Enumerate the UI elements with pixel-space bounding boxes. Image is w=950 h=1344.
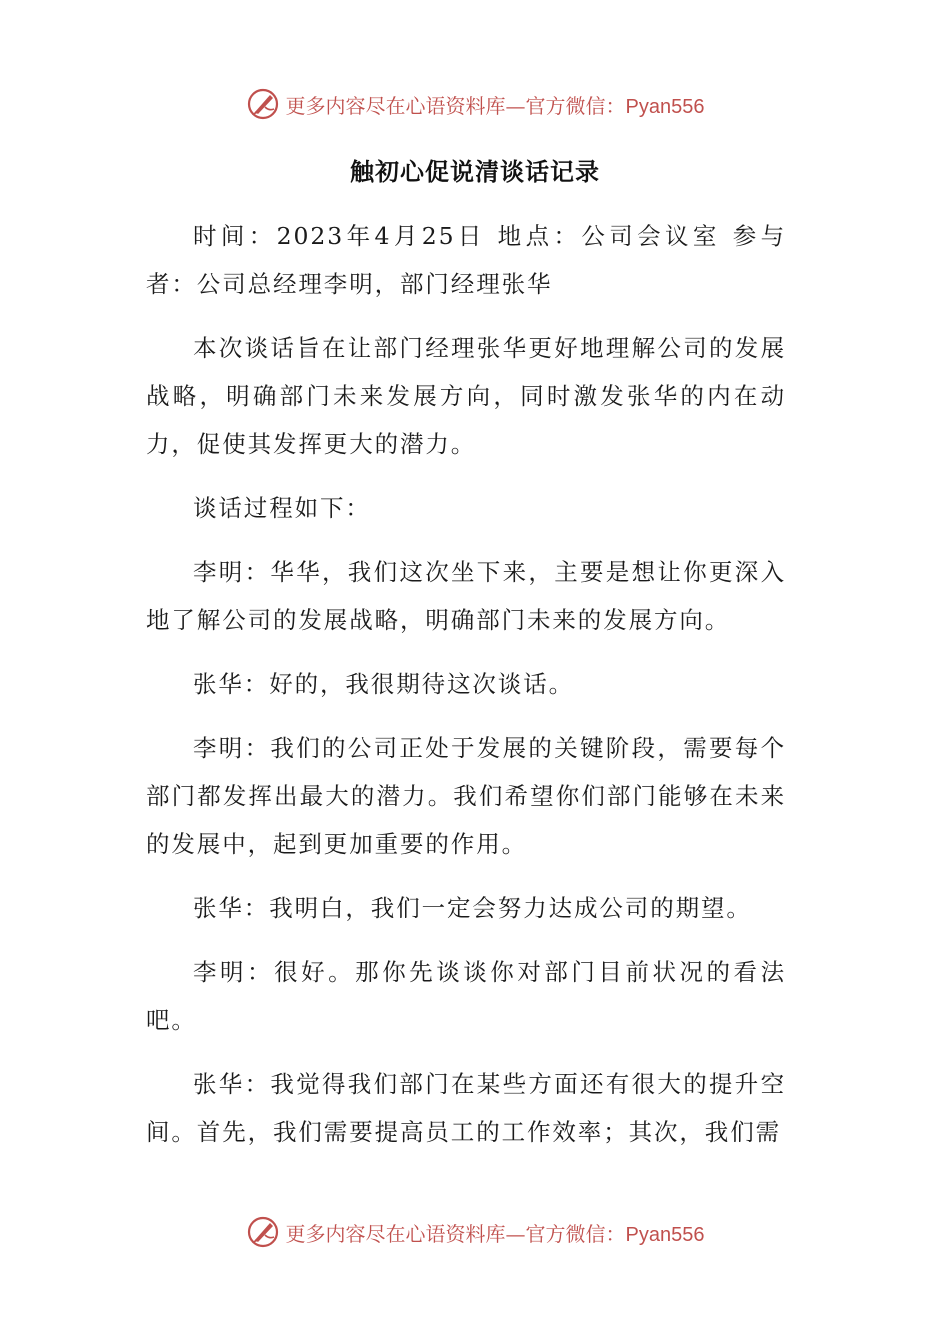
paragraph-dialogue: 张华：我觉得我们部门在某些方面还有很大的提升空间。首先，我们需要提高员工的工作效率；其次，我们需 bbox=[146, 1070, 786, 1146]
banner-wechat-id: Pyan556 bbox=[625, 1223, 705, 1246]
banner-label: 更多内容尽在心语资料库—官方微信： bbox=[285, 1221, 626, 1246]
banner-label: 更多内容尽在心语资料库—官方微信： bbox=[285, 93, 626, 118]
paragraph-dialogue: 张华：好的，我很期待这次谈话。 bbox=[193, 670, 574, 698]
banner-text bbox=[286, 1218, 705, 1247]
paragraph-meeting-info: 时间：2023年4月25日 地点：公司会议室 参与者：公司总经理李明，部门经理张华 bbox=[146, 222, 786, 298]
banner-wechat-id: Pyan556 bbox=[625, 95, 705, 118]
banner-text bbox=[286, 90, 705, 119]
paragraph-dialogue: 张华：我明白，我们一定会努力达成公司的期望。 bbox=[193, 894, 752, 922]
footer-banner bbox=[0, 1212, 950, 1252]
paragraph-purpose: 本次谈话旨在让部门经理张华更好地理解公司的发展战略，明确部门未来发展方向，同时激发张华的内在动力，促使其发挥更大的潜力。 bbox=[146, 334, 786, 458]
paragraph-dialogue: 李明：很好。那你先谈谈你对部门目前状况的看法吧。 bbox=[146, 958, 786, 1034]
paragraph-process-intro: 谈话过程如下： bbox=[193, 494, 371, 522]
pen-logo-icon bbox=[246, 87, 280, 121]
paragraph-dialogue: 李明：我们的公司正处于发展的关键阶段，需要每个部门都发挥出最大的潜力。我们希望你们部门能够在未来的发展中，起到更加重要的作用。 bbox=[146, 734, 786, 858]
pen-logo-icon bbox=[246, 1215, 280, 1249]
paragraph-dialogue: 李明：华华，我们这次坐下来，主要是想让你更深入地了解公司的发展战略，明确部门未来的发展方向。 bbox=[146, 558, 786, 634]
document-body bbox=[146, 212, 786, 1172]
header-banner bbox=[0, 84, 950, 124]
document-title: 触初心促说清谈话记录 bbox=[350, 157, 600, 186]
